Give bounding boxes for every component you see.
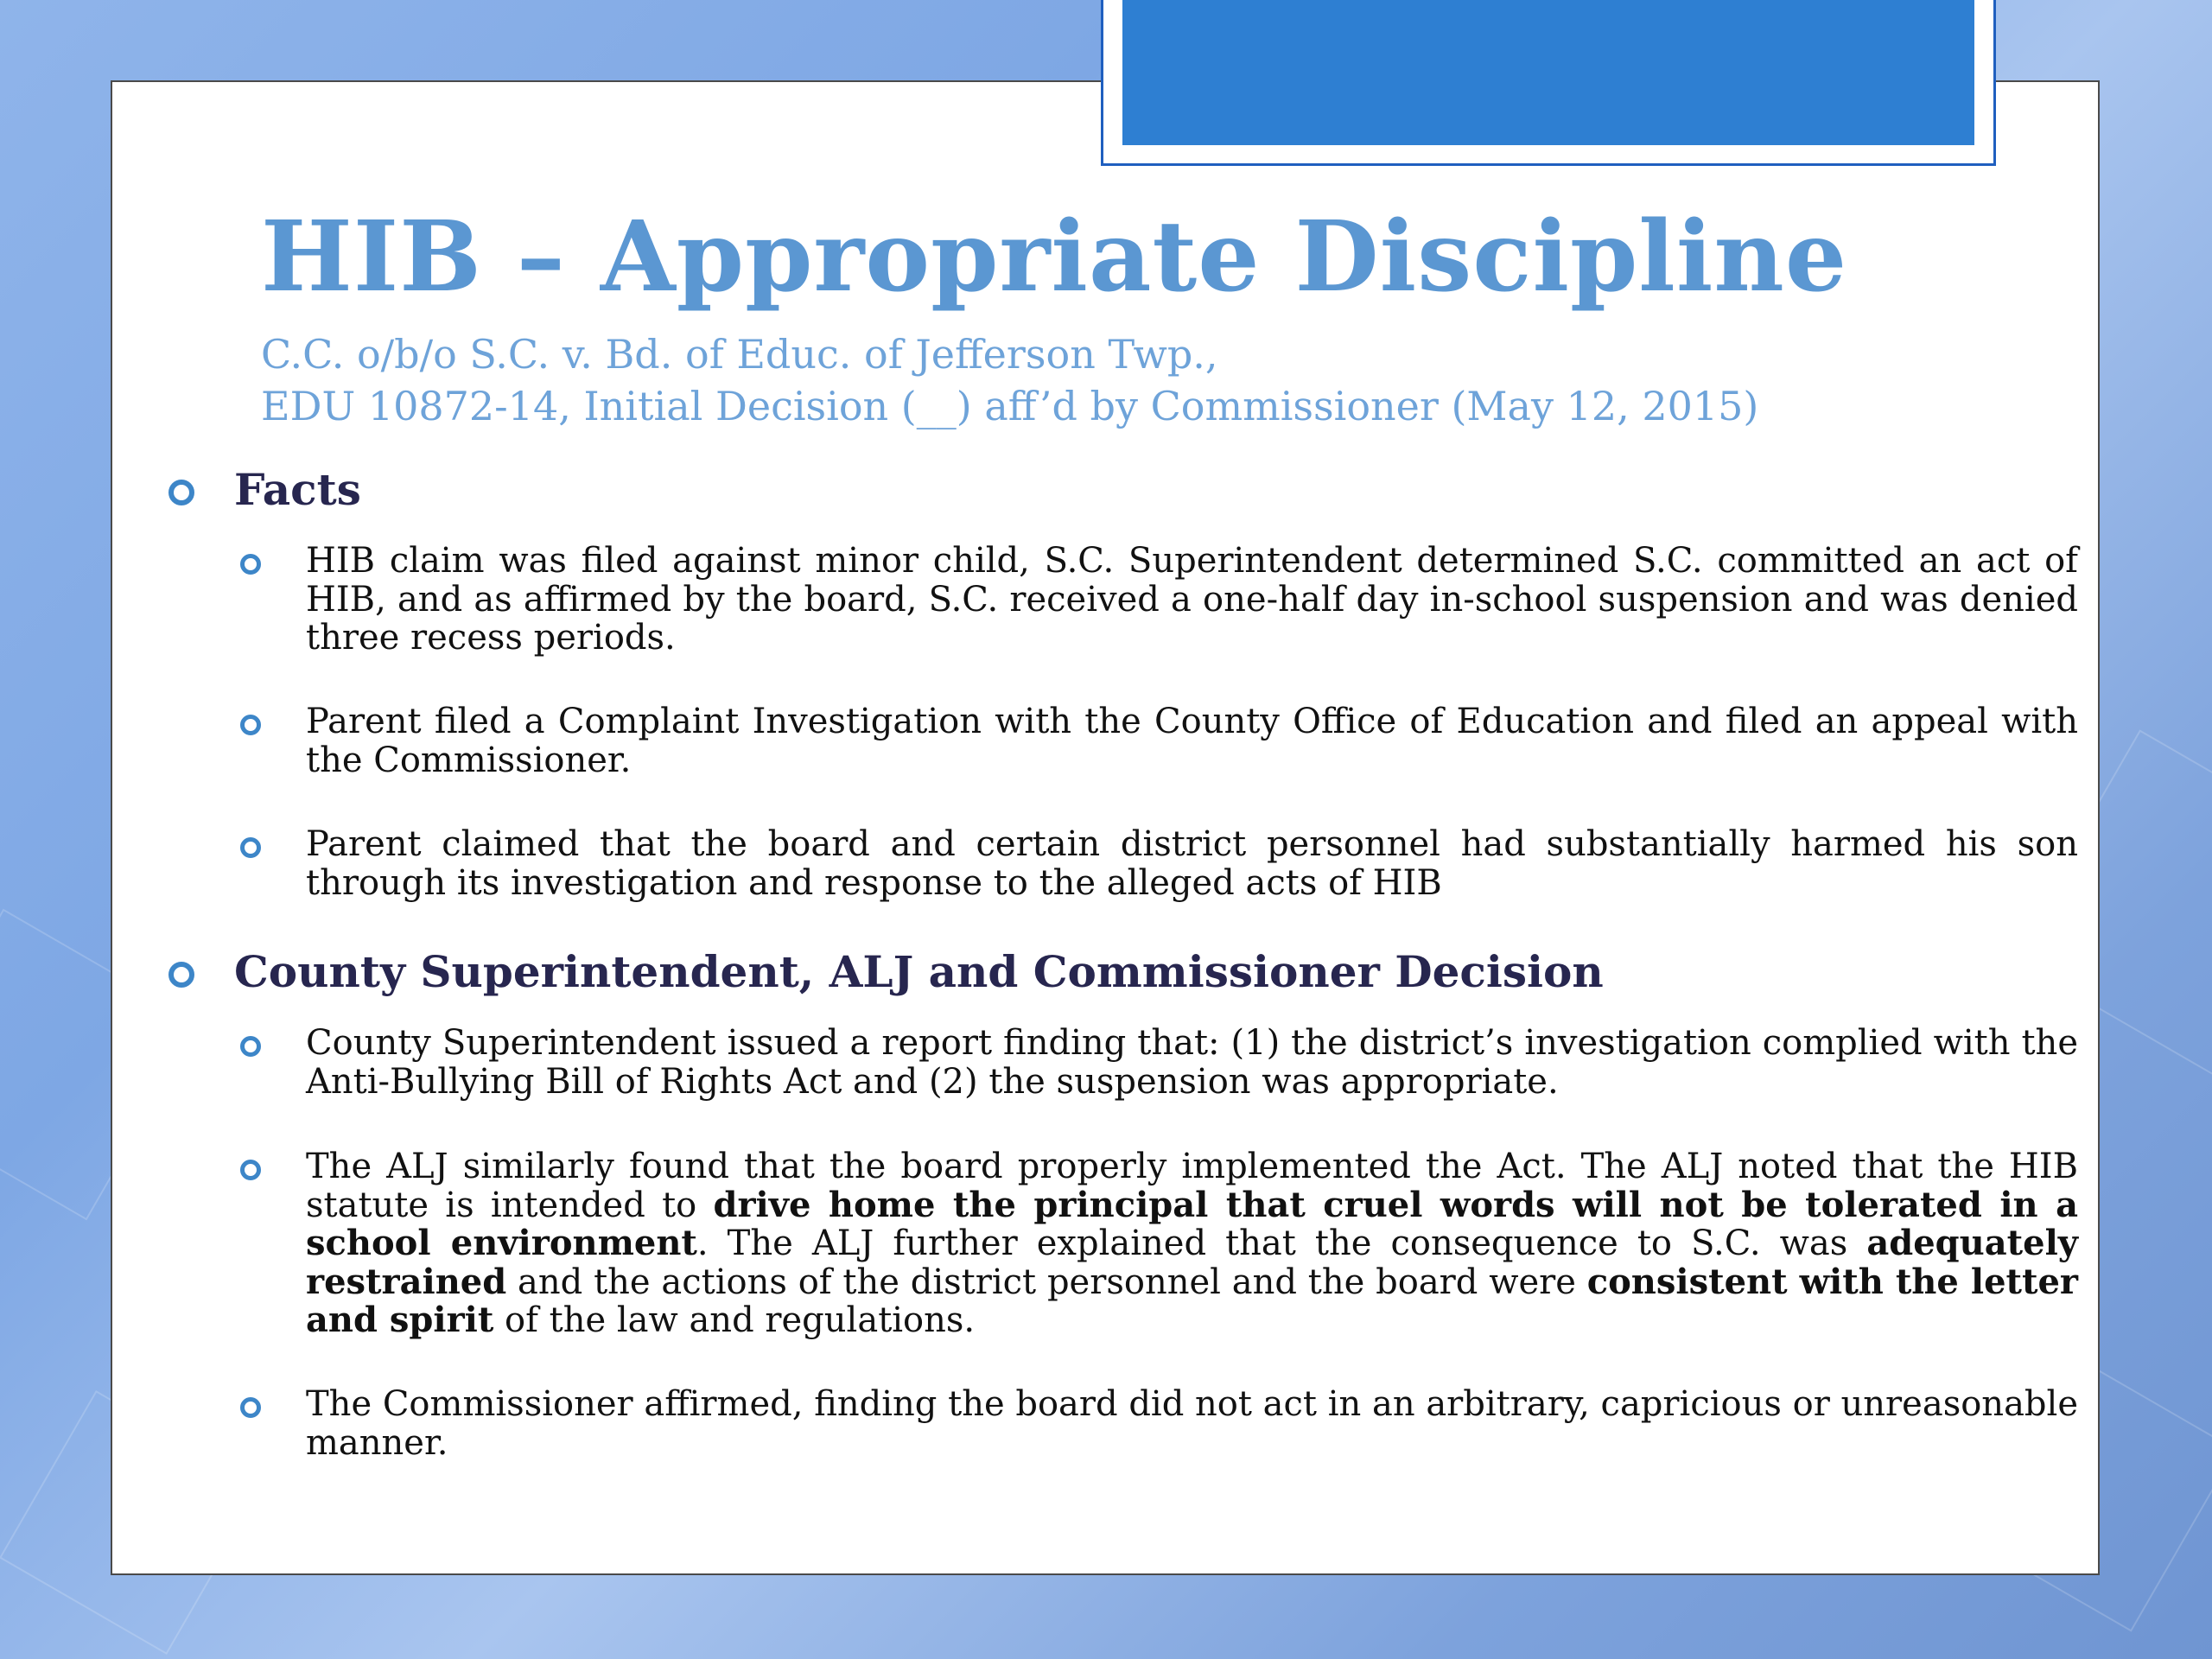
bullet-text-segment: The ALJ similarly found that the board properly implemented the Act. The ALJ noted that the HIB statute is intended to — [306, 1147, 2078, 1225]
circle-bullet-icon — [240, 1397, 261, 1418]
bullet-text-segment: County Superintendent issued a report finding that: (1) the district’s investigation complied with the Anti-Bullying Bill of Rights Act and (2) the suspension was appropriate. — [306, 1023, 2078, 1102]
section-heading-label: Facts — [234, 464, 361, 515]
circle-bullet-icon — [168, 480, 194, 505]
case-citation-line-2: EDU 10872-14, Initial Decision (__) aff’d by Commissioner (May 12, 2015) — [261, 383, 1759, 429]
bullet-text — [306, 825, 2078, 902]
bullet-text — [306, 702, 2078, 779]
bullet-text-emphasis: adequately restrained — [306, 1223, 2079, 1302]
bullet-text-emphasis: drive home the principal that cruel words will not be tolerated in a school environment — [306, 1184, 2078, 1263]
circle-bullet-icon — [240, 554, 261, 575]
bullet-text-segment: Parent claimed that the board and certain district personnel had substantially harmed his son through its investigation and response to the alleged acts of HIB — [306, 824, 2078, 903]
bullet-text-segment: and the actions of the district personnel and the board were — [506, 1262, 1587, 1302]
circle-bullet-icon — [240, 837, 261, 858]
bullet-text-segment: of the law and regulations. — [493, 1300, 976, 1340]
bullet-text-emphasis: consistent with the letter and spirit — [306, 1261, 2078, 1340]
bullet-text-segment: Parent filed a Complaint Investigation with the County Office of Education and filed an appeal with the Commissioner. — [306, 702, 2078, 780]
section-heading-label: County Superintendent, ALJ and Commissioner Decision — [234, 946, 1604, 997]
bullet-text-segment: HIB claim was filed against minor child, S.C. Superintendent determined S.C. committed an act of HIB, and as affirmed by the board, S.C. received a one-half day in-school suspension and was denied three recess periods. — [306, 541, 2078, 658]
bullet-text — [306, 1147, 2078, 1340]
bullet-text-segment: The Commissioner affirmed, finding the board did not act in an arbitrary, capricious or unreasonable manner. — [306, 1384, 2078, 1463]
bullet-text-segment: . The ALJ further explained that the consequence to S.C. was — [696, 1224, 1867, 1263]
circle-bullet-icon — [240, 1160, 261, 1180]
circle-bullet-icon — [240, 715, 261, 735]
case-citation — [261, 328, 1758, 432]
header-accent-bar — [1122, 0, 1974, 145]
bullet-text — [306, 1024, 2078, 1101]
bullet-text — [306, 1385, 2078, 1462]
bullet-text — [306, 542, 2078, 658]
circle-bullet-icon — [240, 1036, 261, 1057]
case-citation-line-1: C.C. o/b/o S.C. v. Bd. of Educ. of Jefferson Twp., — [261, 331, 1218, 378]
slide-title: HIB – Appropriate Discipline — [261, 200, 1848, 314]
circle-bullet-icon — [168, 962, 194, 988]
